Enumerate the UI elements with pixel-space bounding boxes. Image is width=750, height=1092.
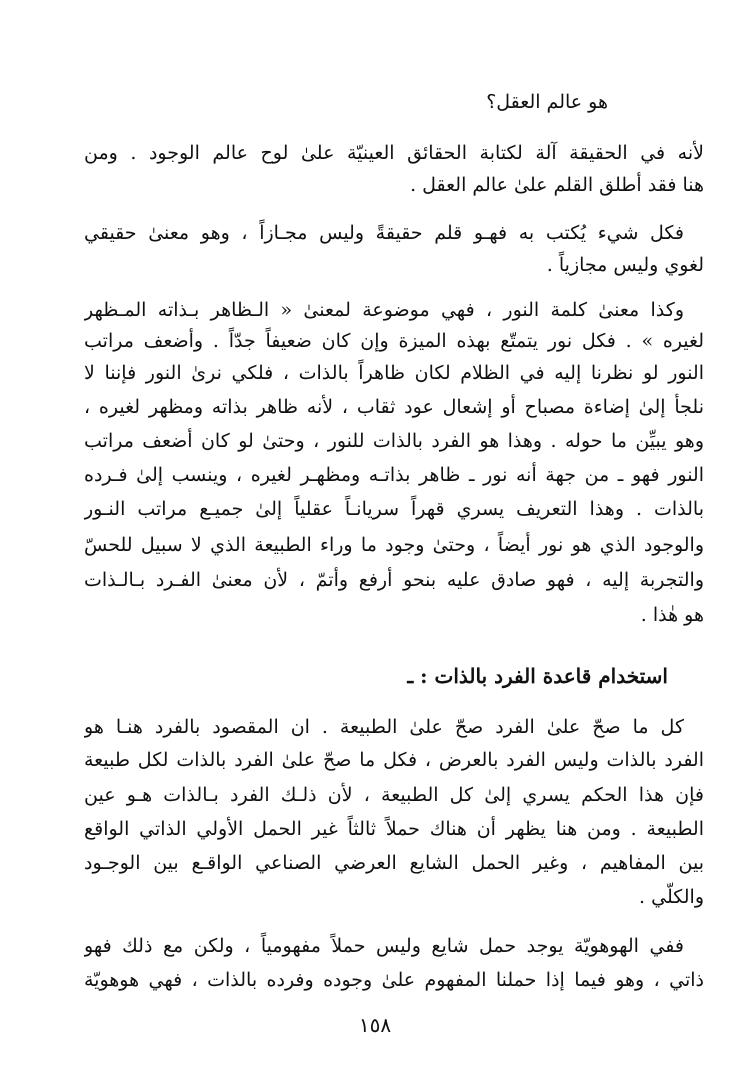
text-line: ففي الهوهويّة يوجد حمل شايع وليس حملاً مفهومياً ، ولكن مع ذلك فهو [84, 935, 684, 957]
text-line: كل ما صحّ علىٰ الفرد صحّ علىٰ الطبيعة . ان المقصود بالفرد هنـا هو [84, 716, 684, 738]
text-line: وهو يبيِّن ما حوله . وهذا هو الفرد بالذات للنور ، وحتىٰ لو كان أضعف مراتب [84, 430, 704, 452]
text-line: نلجأ إلىٰ إضاءة مصباح أو إشعال عود ثقاب ، لأنه ظاهر بذاته ومظهر لغيره ، [84, 396, 704, 418]
text-line: هنا فقد أطلق القلم علىٰ عالم العقل . [410, 174, 704, 196]
text-line: لغيره » . فكل نور يتمتّع بهذه الميزة وإن كان ضعيفاً جدّاً . وأضعف مراتب [84, 330, 704, 352]
text-line: فإن هذا الحكم يسري إلىٰ كل الطبيعة ، لأن ذلـك الفرد بـالذات هـو عين [84, 784, 704, 806]
text-line: هو هٰذا . [640, 604, 704, 626]
text-line: والتجربة إليه ، فهو صادق عليه بنحو أرفع وأتمّ ، لأن معنىٰ الفـرد بـالـذات [84, 569, 704, 591]
text-line: بالذات . وهذا التعريف يسري قهراً سريانـاً عقلياً إلىٰ جميـع مراتب النـور [84, 498, 704, 520]
text-line: ذاتي ، وهو فيما إذا حملنا المفهوم علىٰ وجوده وفرده بالذات ، فهي هوهويّة [84, 969, 704, 991]
text-line: لغوي وليس مجازياً . [546, 254, 704, 276]
text-line: النور فهو ـ من جهة أنه نور ـ ظاهر بذاتـه ومظهـر لغيره ، وينسب إلىٰ فـرده [84, 464, 704, 486]
page-number: ١٥٨ [358, 1013, 392, 1037]
section-heading: استخدام قاعدة الفرد بالذات : ـ [407, 664, 668, 688]
text-line: والوجود الذي هو نور أيضاً ، وحتىٰ وجود ما وراء الطبيعة الذي لا سبيل للحسّ [84, 534, 704, 556]
text-line: والكلّي . [639, 886, 704, 908]
text-line: بين المفاهيم ، وغير الحمل الشايع العرضي الصناعي الواقـع بين الوجـود [84, 852, 704, 874]
text-line: وكذا معنىٰ كلمة النور ، فهي موضوعة لمعنىٰ « الـظاهر بـذاته المـظهر [84, 299, 684, 321]
text-line: هو عالم العقل؟ [486, 91, 608, 113]
text-line: الفرد بالذات وليس الفرد بالعرض ، فكل ما صحّ علىٰ الفرد بالذات لكل طبيعة [84, 749, 704, 771]
text-line: فكل شيء يُكتب به فهـو قلم حقيقةً وليس مجـازاً ، وهو معنىٰ حقيقي [84, 222, 684, 244]
text-line: لأنه في الحقيقة آلة لكتابة الحقائق العينيّة علىٰ لوح عالم الوجود . ومن [84, 142, 704, 164]
text-line: النور لو نظرنا إليه في الظلام لكان ظاهراً بالذات ، فلكي نرىٰ النور فإننا لا [84, 362, 704, 384]
text-line: الطبيعة . ومن هنا يظهر أن هناك حملاً ثالثاً غير الحمل الأولي الذاتي الواقع [84, 818, 704, 840]
